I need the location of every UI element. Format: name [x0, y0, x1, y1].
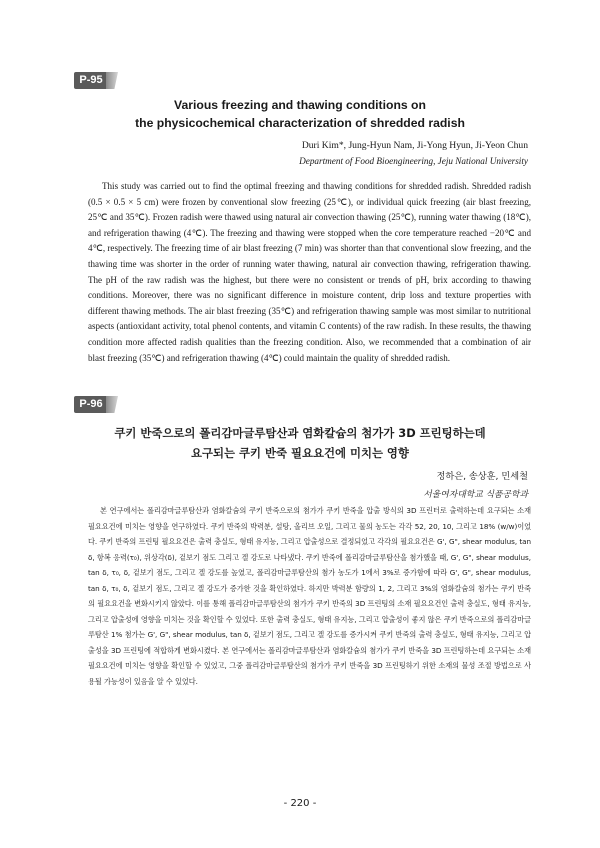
title-line-1: Various freezing and thawing conditions on — [174, 98, 426, 112]
authors-p96: 정하은, 송상훈, 민세철 — [436, 471, 528, 482]
title-line-1: 쿠키 반죽으로의 폴리감마글루탐산과 염화칼슘의 첨가가 3D 프린팅하는데 — [114, 426, 486, 440]
abstract-p96: 본 연구에서는 폴리감마글루탐산과 염화칼슘의 쿠키 반죽으로의 첨가가 쿠키 반죽을 압출 방식의 3D 프린터로 출력하는데 요구되는 소재 필요요건에 미치는 영향을 연구하였다. 쿠키 반죽의 박력분, 설탕, 올리브 오일, 그리고 물의 농도는 각각 52, 20, 10, 그리고 18% (w/w)이었다. 쿠키 반죽의 프린팅 필요요건은 출력 충실도, 형태 유지능, 그리고 압출성으로 결정되었고 각각의 필요요건은 G', G", shear modulus, tan δ, 항복 응력(τ₀), 위상각(δ), 겉보기 점도 그리고 겔 강도로 나타냈다. 쿠키 반죽에 폴리감마글루탐산을 첨가했을 때, G', G", shear modulus, tan δ, τ₀, δ, 겉보기 점도, 그리고 겔 강도를 높였고, 폴리감마글루탐산의 첨가 농도가 1에서 3%로 증가함에 따라 G', G", shear modulus, tan δ, τ₀, δ, 겉보기 점도, 그리고 겔 강도가 증가한 것을 확인하였다. 하지만 박력분 함량의 1, 2, 그리고 3%의 염화칼슘의 첨가는 쿠키 반죽의 필요요건을 변화시키지 않았다. 이를 통해 폴리감마글루탐산의 첨가가 쿠키 반죽의 3D 프린팅의 소재 필요요건인 출력 충실도, 형태 유지능, 그리고 압출성에 영향을 미치는 것을 확인할 수 있었다. 또한 출력 충실도, 형태 유지능, 그리고 압출성이 좋지 않은 쿠키 반죽으로의 폴리감마글루탐산 1% 첨가는 G', G", shear modulus, tan δ, 겉보기 점도, 그리고 겔 강도를 증가시켜 쿠키 반죽의 출력 충실도, 형태 유지능, 그리고 압출성을 3D 프린팅에 적합하게 변화시켰다. 본 연구에서는 폴리감마글루탐산과 염화칼슘의 첨가가 쿠키 반죽을 3D 프린팅하는데 요구되는 소재 필요요건에 미치는 영향을 확인할 수 있었고, 그중 폴리감마글루탐산의 첨가가 쿠키 반죽을 3D 프린팅하기 위한 소재의 물성 조절 방법으로 사용될 가능성이 있음을 알 수 있었다. — [88, 506, 531, 686]
badge-label: P-95 — [79, 74, 103, 86]
abstract-p95: This study was carried out to find the optimal freezing and thawing conditions for shredded radish. Shredded radish (0.5 × 0.5 × 5 cm) were frozen by conventional slow freezing (25℃), or individual quick freezing (air blast freezing, 25℃ and 35℃). Frozen radish were thawed using natural air convection thawing (25℃), running water thawing (18℃), and refrigeration thawing (4℃). The freezing and thawing were stopped when the core temperature reached −20℃ and 4℃, respectively. The freezing time of air blast freezing (7 min) was shorter than that conventional slow freezing, and the thawing time was shorter in the order of running water thawing, natural air convection thawing, refrigeration thawing. The pH of the raw radish was the highest, but there were no consistent or trends of pH, brix according to thawing conditions. Moreover, there was no significant difference in moisture content, drip loss and texture properties with different thawing methods. The air blast freezing (35℃) and refrigeration thawing sample was most similar to nutritional aspects (antioxidant activity, total phenol contents, and vitamin C contents) of the raw radish. In these results, the thawing condition more affected radish qualities than the freezing condition. Also, we recommended that a combination of air blast freezing (35℃) and refrigeration thawing (4℃) could maintain the quality of shredded radish. — [88, 181, 531, 363]
section-badge-p95 — [74, 72, 118, 89]
section-badge-p96 — [74, 396, 118, 413]
paper-title-p95 — [60, 96, 540, 132]
paper-title-p96 — [60, 423, 540, 463]
title-line-2: 요구되는 쿠키 반죽 필요요건에 미치는 영향 — [191, 446, 409, 460]
title-line-2: the physicochemical characterization of shredded radish — [135, 116, 465, 130]
affiliation-p96: 서울여자대학교 식품공학과 — [423, 490, 528, 500]
authors-p95: Duri Kim*, Jung-Hyun Nam, Ji-Yong Hyun, Ji-Yeon Chun — [301, 140, 528, 151]
page-number: - 220 - — [283, 798, 317, 809]
badge-label: P-96 — [79, 398, 103, 410]
affiliation-p95: Department of Food Bioengineering, Jeju National University — [299, 156, 528, 166]
